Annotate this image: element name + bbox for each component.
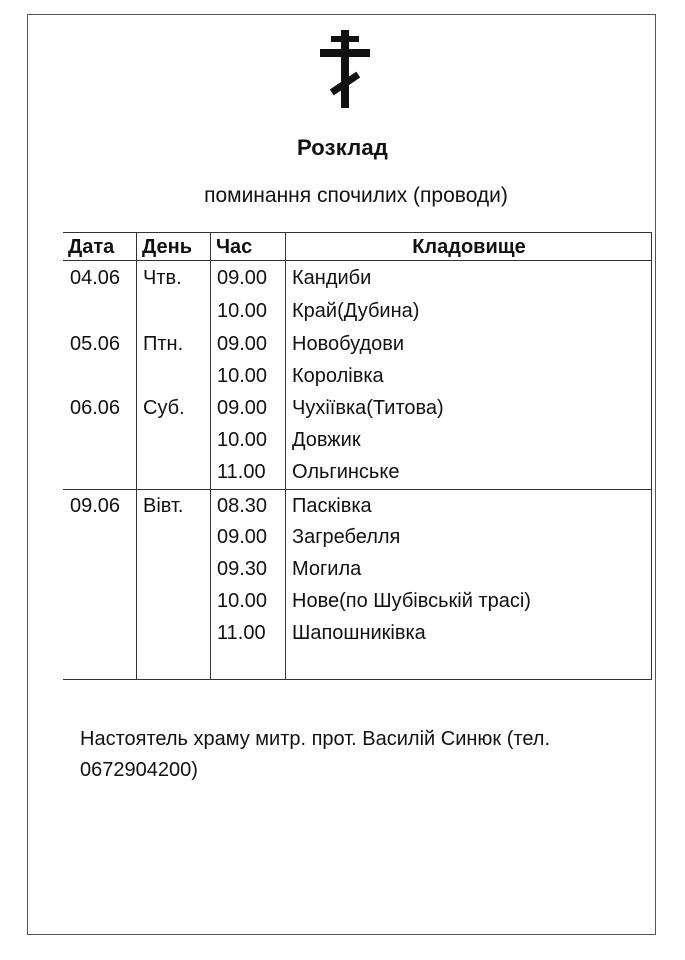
cell-cemetery: Королівка [292,365,384,387]
footer-line-1: Настоятель храму митр. прот. Василій Синюк (тел. [80,728,551,750]
cell-time: 09.00 [217,267,268,289]
header-day: День [142,236,192,258]
cell-time: 10.00 [217,365,268,387]
cell-cemetery: Ольгинське [292,461,400,483]
header-date: Дата [68,236,115,258]
table-right-border [651,232,652,680]
cell-time: 09.30 [217,558,268,580]
column-divider-day-time [210,232,211,680]
footer-line-2: 0672904200) [80,759,198,781]
orthodox-cross-icon [320,30,370,108]
column-divider-date-day [136,232,137,680]
page-title: Розклад [296,135,389,160]
cell-cemetery: Шапошниківка [292,622,426,644]
cell-time: 09.00 [217,526,268,548]
cell-cemetery: Загребелля [292,526,401,548]
cell-cemetery: Новобудови [292,333,405,355]
cell-day: Птн. [143,333,184,355]
cell-cemetery: Нове(по Шубівській трасі) [292,590,531,612]
footer-contact [80,724,640,786]
cell-time: 11.00 [217,622,266,644]
cell-day: Вівт. [143,495,184,517]
cell-date: 05.06 [70,333,121,355]
cell-time: 11.00 [217,461,266,483]
cell-day: Суб. [143,397,185,419]
cell-cemetery: Край(Дубина) [292,300,420,322]
table-bottom-border [63,679,652,680]
cell-cemetery: Довжик [292,429,361,451]
cell-date: 06.06 [70,397,121,419]
cell-time: 09.00 [217,333,268,355]
cell-day: Чтв. [143,267,182,289]
cell-time: 10.00 [217,300,268,322]
cell-cemetery: Чухіївка(Титова) [292,397,444,419]
header-cemetery: Кладовище [412,236,526,258]
cell-cemetery: Пасківка [292,495,372,517]
header-time: Час [216,236,253,258]
cell-time: 10.00 [217,590,268,612]
column-divider-time-cemetery [285,232,286,680]
cell-date: 09.06 [70,495,121,517]
table-top-border [63,232,652,233]
cell-time: 10.00 [217,429,268,451]
page-subtitle: поминання спочилих (проводи) [204,184,508,207]
header-bottom-border [63,260,652,261]
cell-time: 09.00 [217,397,268,419]
cell-cemetery: Могила [292,558,362,580]
cell-cemetery: Кандиби [292,267,372,289]
schedule-table [63,232,652,680]
cell-time: 08.30 [217,495,268,517]
group-separator [63,489,652,490]
cell-date: 04.06 [70,267,121,289]
